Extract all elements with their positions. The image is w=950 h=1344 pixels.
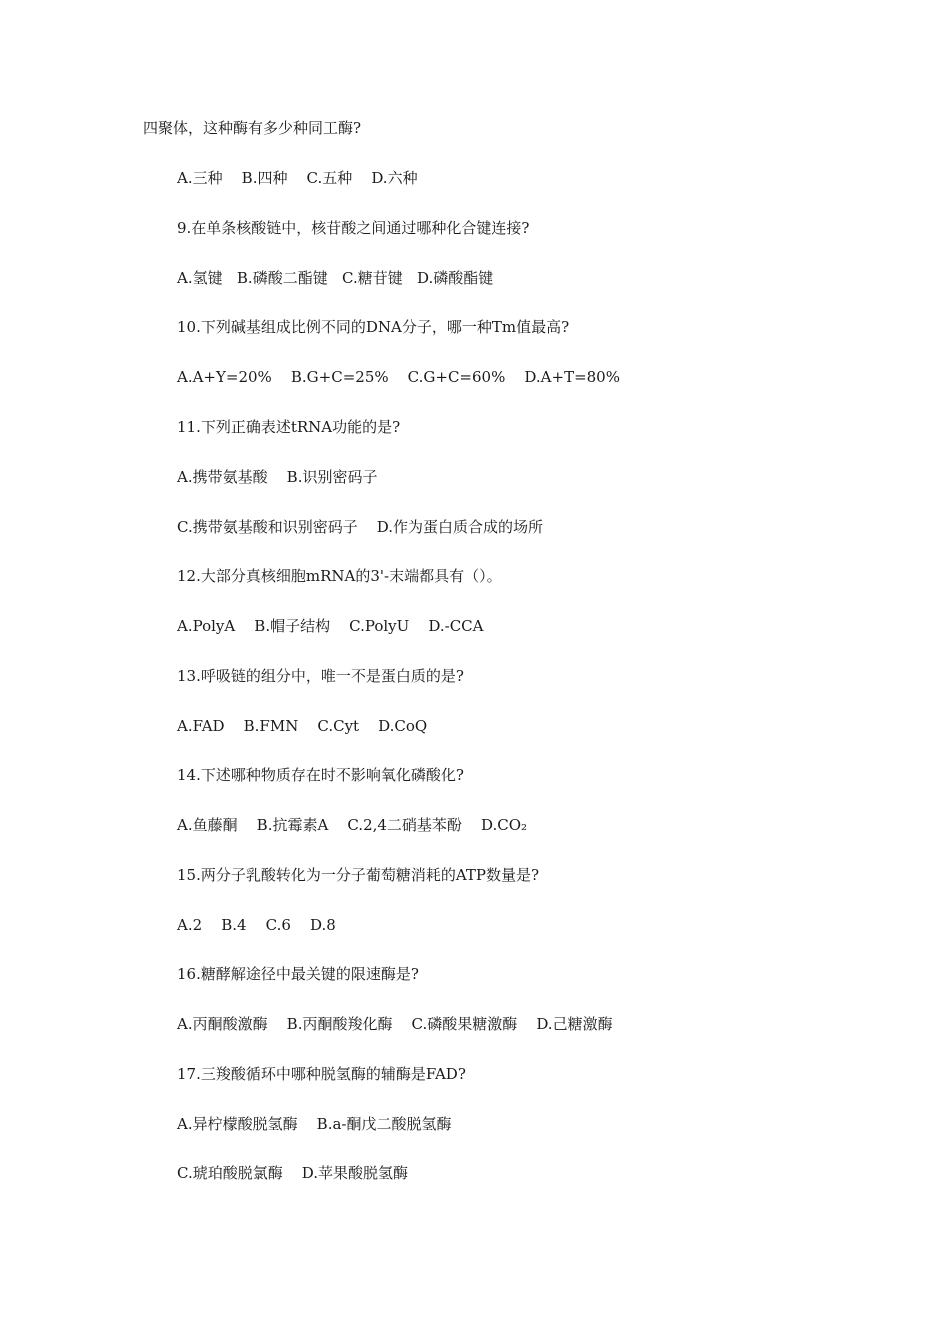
question-10-options: A.A+Y=20% B.G+C=25% C.G+C=60% D.A+T=80% bbox=[177, 368, 620, 386]
question-15: 15.两分子乳酸转化为一分子葡萄糖消耗的ATP数量是? bbox=[177, 866, 540, 884]
question-12-options: A.PolyA B.帽子结构 C.PolyU D.-CCA bbox=[177, 617, 484, 635]
question-17: 17.三羧酸循环中哪种脱氢酶的辅酶是FAD? bbox=[177, 1065, 466, 1083]
question-11-options-2: C.携带氨基酸和识别密码子 D.作为蛋白质合成的场所 bbox=[177, 518, 544, 536]
question-14: 14.下述哪种物质存在时不影响氧化磷酸化? bbox=[177, 766, 464, 784]
question-11-options-1: A.携带氨基酸 B.识别密码子 bbox=[177, 468, 378, 486]
question-12: 12.大部分真核细胞mRNA的3'-末端都具有（）。 bbox=[177, 567, 502, 585]
question-9: 9.在单条核酸链中，核苷酸之间通过哪种化合键连接? bbox=[177, 219, 530, 237]
question-8-options: A.三种 B.四种 C.五种 D.六种 bbox=[177, 169, 418, 187]
question-13: 13.呼吸链的组分中，唯一不是蛋白质的是? bbox=[177, 667, 464, 685]
question-15-options: A.2 B.4 C.6 D.8 bbox=[177, 916, 336, 934]
question-16: 16.糖酵解途径中最关键的限速酶是? bbox=[177, 965, 419, 983]
question-11: 11.下列正确表述tRNA功能的是? bbox=[177, 418, 401, 436]
question-13-options: A.FAD B.FMN C.Cyt D.CoQ bbox=[177, 717, 428, 735]
question-14-options: A.鱼藤酮 B.抗霉素A C.2,4二硝基苯酚 D.CO₂ bbox=[177, 816, 528, 834]
question-9-options: A.氢键 B.磷酸二酯键 C.糖苷键 D.磷酸酯键 bbox=[177, 269, 494, 287]
question-17-options-1: A.异柠檬酸脱氢酶 B.a-酮戊二酸脱氢酶 bbox=[177, 1115, 452, 1133]
question-16-options: A.丙酮酸激酶 B.丙酮酸羧化酶 C.磷酸果糖激酶 D.己糖激酶 bbox=[177, 1015, 613, 1033]
question-10: 10.下列碱基组成比例不同的DNA分子，哪一种Tm值最高? bbox=[177, 318, 570, 336]
question-17-options-2: C.琥珀酸脱氯酶 D.苹果酸脱氢酶 bbox=[177, 1164, 409, 1182]
question-8-continuation: 四聚体，这种酶有多少种同工酶? bbox=[143, 119, 362, 137]
